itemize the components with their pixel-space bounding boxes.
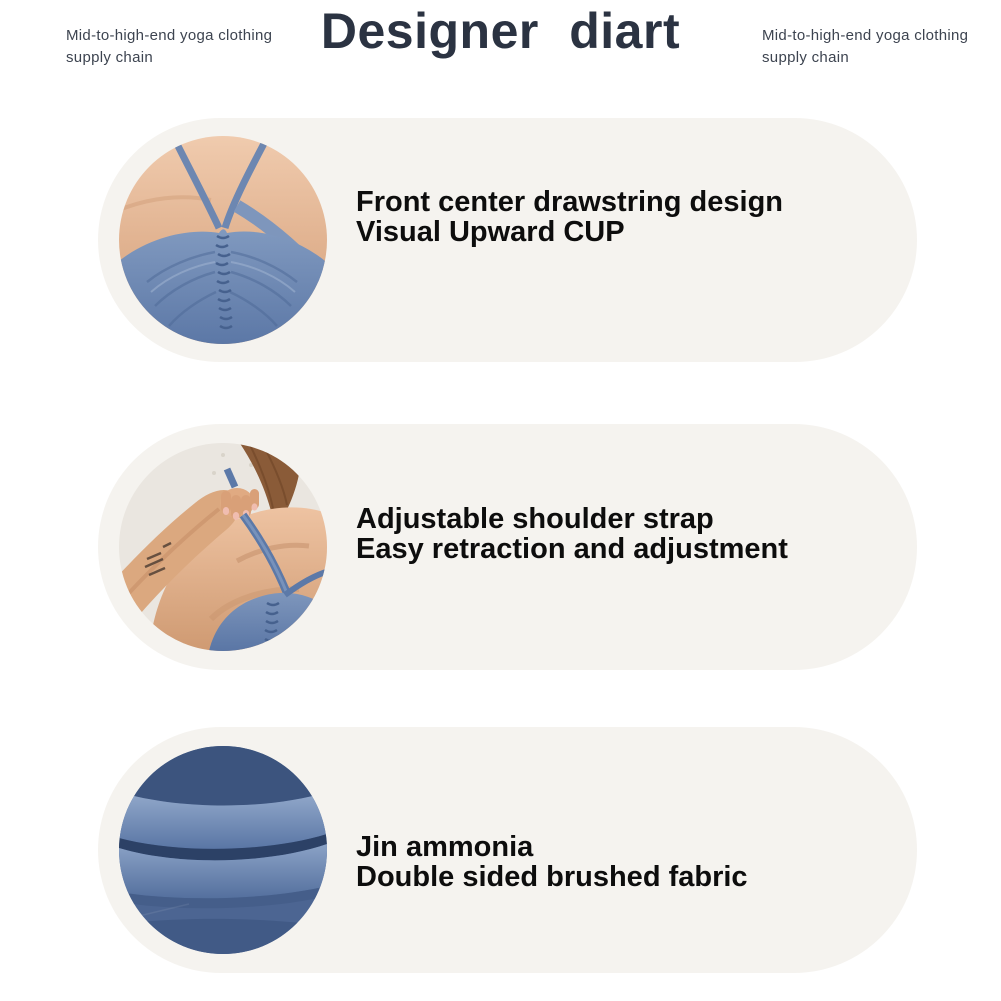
tagline-left-line1: Mid-to-high-end yoga clothing xyxy=(66,27,273,44)
product-photo-circle xyxy=(119,746,327,954)
tagline-right-line1: Mid-to-high-end yoga clothing xyxy=(762,27,969,44)
product-photo-circle xyxy=(119,443,327,651)
feature-card-strap xyxy=(98,424,917,670)
drawstring-bra-closeup-photo xyxy=(119,136,327,344)
feature-text xyxy=(356,504,788,564)
feature-line1: Front center drawstring design xyxy=(356,186,783,218)
feature-text xyxy=(356,832,748,892)
tagline-left-line2: supply chain xyxy=(66,49,153,66)
feature-line2: Easy retraction and adjustment xyxy=(356,533,788,565)
brand-title: Designer diart xyxy=(320,3,681,59)
feature-card-fabric xyxy=(98,727,917,973)
feature-text xyxy=(356,187,783,247)
feature-line1: Jin ammonia xyxy=(356,831,534,863)
feature-line1: Adjustable shoulder strap xyxy=(356,503,714,535)
tagline-left xyxy=(66,25,272,69)
blue-fabric-texture-photo xyxy=(119,746,327,954)
shoulder-strap-pull-photo xyxy=(119,443,327,651)
tagline-right-line2: supply chain xyxy=(762,49,849,66)
product-photo-circle xyxy=(119,136,327,344)
feature-line2: Visual Upward CUP xyxy=(356,216,625,248)
feature-card-drawstring xyxy=(98,118,917,362)
feature-line2: Double sided brushed fabric xyxy=(356,861,748,893)
tagline-right xyxy=(762,25,968,69)
